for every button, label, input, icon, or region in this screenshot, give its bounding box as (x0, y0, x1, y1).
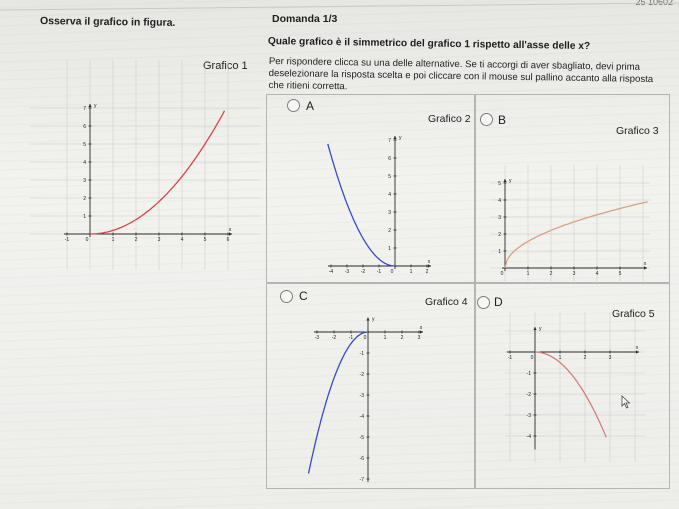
question-text: Quale grafico è il simmetrico del grafico 1 rispetto all'asse delle x? (267, 36, 591, 53)
y-tick-label: 6 (83, 123, 86, 130)
option-d-letter: D (494, 295, 503, 309)
x-tick-label: 2 (134, 237, 138, 243)
radio-option-c[interactable] (280, 290, 293, 303)
y-tick-label: -4 (526, 433, 531, 440)
y-tick-label: 3 (498, 214, 501, 221)
option-d-graph (505, 312, 645, 462)
question-counter: Domanda 1/3 (272, 13, 338, 25)
x-tick-label: 0 (390, 269, 394, 275)
y-tick-label: -3 (526, 412, 531, 419)
option-a-graph (300, 118, 450, 278)
y-tick-label: -5 (359, 434, 364, 441)
x-tick-label: 1 (383, 335, 387, 341)
x-axis-label: x (419, 325, 423, 331)
y-tick-label: 4 (388, 191, 391, 198)
x-tick-label: -1 (64, 237, 70, 243)
y-tick-label: -3 (359, 392, 364, 399)
mouse-pointer-icon (621, 395, 631, 409)
function-curve (535, 352, 606, 437)
instruction-text: Osserva il grafico in figura. (39, 15, 176, 29)
y-tick-label: 2 (498, 231, 501, 238)
y-axis-label: y (539, 326, 542, 332)
x-axis-label: x (228, 227, 232, 233)
y-tick-label: -4 (359, 413, 364, 420)
x-tick-label: 1 (409, 269, 413, 275)
x-tick-label: 0 (363, 335, 367, 341)
y-tick-label: 5 (83, 141, 86, 148)
x-tick-label: -1 (348, 335, 354, 341)
option-b-letter: B (498, 113, 507, 127)
x-tick-label: -3 (344, 269, 350, 275)
x-tick-label: 2 (583, 355, 587, 361)
x-tick-label: -2 (360, 269, 366, 275)
y-tick-label: -2 (359, 371, 364, 378)
x-tick-label: 1 (111, 237, 115, 243)
x-tick-label: 3 (608, 355, 612, 361)
x-tick-label: 2 (400, 335, 404, 341)
option-a-letter: A (306, 99, 315, 113)
x-tick-label: -2 (331, 335, 337, 341)
main-graph (30, 60, 260, 270)
option-b-graph-title: Grafico 3 (616, 125, 659, 137)
x-tick-label: 2 (425, 269, 429, 275)
x-tick-label: 3 (157, 237, 161, 243)
y-tick-label: 7 (83, 105, 86, 112)
x-tick-label: 3 (572, 271, 576, 277)
radio-option-b[interactable] (480, 113, 493, 126)
y-axis-label: y (399, 135, 402, 141)
x-axis-label: x (427, 259, 431, 265)
x-tick-label: 5 (203, 237, 207, 243)
x-tick-label: -4 (328, 269, 334, 275)
y-tick-label: 5 (498, 180, 501, 187)
y-tick-label: 3 (388, 209, 391, 216)
header-divider (0, 2, 679, 10)
y-axis-arrow (393, 136, 396, 139)
x-tick-label: -1 (376, 269, 382, 275)
y-tick-label: 1 (83, 213, 86, 220)
y-tick-label: 3 (83, 177, 86, 184)
function-curve (90, 111, 225, 234)
x-tick-label: 0 (85, 237, 89, 243)
x-tick-label: 5 (618, 271, 622, 277)
x-axis-label: x (643, 261, 647, 267)
x-tick-label: 0 (530, 355, 534, 361)
y-tick-label: 4 (498, 197, 501, 204)
y-tick-label: -2 (526, 391, 531, 398)
y-tick-label: 5 (388, 173, 391, 180)
y-tick-label: 4 (83, 159, 86, 166)
y-tick-label: -7 (359, 476, 364, 483)
option-d-graph-title: Grafico 5 (612, 308, 655, 320)
x-tick-label: 3 (417, 335, 421, 341)
x-tick-label: 0 (500, 271, 504, 277)
y-tick-label: 1 (498, 248, 501, 255)
y-tick-label: 2 (388, 227, 391, 234)
y-axis-label: y (509, 178, 512, 184)
y-axis-arrow (533, 327, 536, 330)
option-c-graph (290, 310, 450, 485)
x-tick-label: 1 (526, 271, 530, 277)
y-axis-label: y (94, 103, 97, 109)
y-tick-label: 2 (83, 195, 86, 202)
option-b-graph (490, 165, 650, 285)
x-tick-label: 4 (595, 271, 599, 277)
y-tick-label: -6 (359, 455, 364, 462)
x-tick-label: 6 (226, 237, 230, 243)
function-curve (505, 202, 648, 268)
x-tick-label: -3 (314, 335, 320, 341)
function-curve (328, 144, 395, 266)
y-axis-arrow (366, 318, 369, 321)
option-c-graph-title: Grafico 4 (425, 296, 468, 308)
x-axis-label: x (635, 345, 639, 351)
y-tick-label: 6 (388, 155, 391, 162)
y-tick-label: -1 (526, 370, 531, 377)
x-tick-label: -1 (507, 355, 513, 361)
y-axis-arrow (503, 179, 506, 182)
option-a-graph-title: Grafico 2 (428, 113, 471, 125)
y-axis-label: y (372, 316, 375, 323)
help-text: Per rispondere clicca su una delle alternative. Se ti accorgi di aver sbagliato, devi prima deselezionare la risposta scelta e poi cliccare con il mouse sul pallino accanto alla risposta che ritieni corretta. (268, 56, 654, 93)
x-tick-label: 4 (180, 237, 184, 243)
x-tick-label: 2 (549, 271, 553, 277)
y-axis-arrow (88, 104, 91, 107)
x-tick-label: 1 (558, 355, 562, 361)
y-tick-label: -1 (359, 350, 364, 357)
radio-option-d[interactable] (477, 296, 490, 309)
y-tick-label: 7 (388, 137, 391, 144)
radio-option-a[interactable] (287, 99, 300, 112)
y-tick-label: 1 (388, 245, 391, 252)
main-graph-title: Grafico 1 (203, 60, 248, 72)
option-c-letter: C (299, 289, 308, 303)
